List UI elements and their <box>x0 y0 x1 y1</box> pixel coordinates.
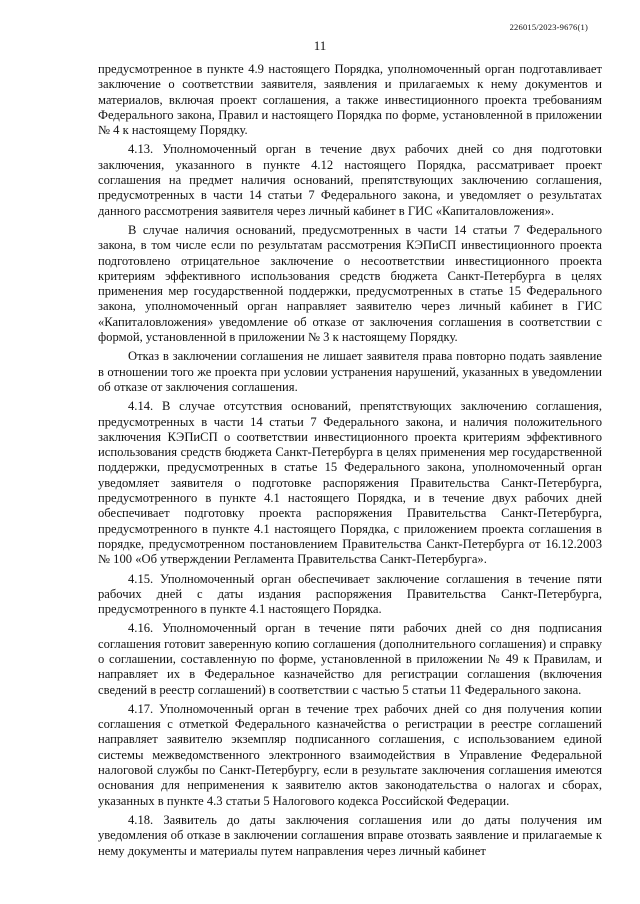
paragraph-4-17: 4.17. Уполномоченный орган в течение трех рабочих дней со дня получения копии соглашения с отметкой Федерального казначейства о регистрации в реестре соглашений направляет заявителю экземпляр подписанного соглашения, с использованием единой системы межведомственного электронного взаимодействия в Управление Федеральной налоговой службы по Санкт-Петербургу, если в результате заключения соглашения имеются основания для неприменения к заявителю актов законодательства о налогах и сборах, указанных в пункте 4.3 статьи 5 Налогового кодекса Российской Федерации. <box>98 701 602 808</box>
page-number: 11 <box>313 38 327 53</box>
paragraph-refusal-reapply: Отказ в заключении соглашения не лишает заявителя права повторно подать заявление в отношении того же проекта при условии устранения нарушений, указанных в уведомлении об отказе от заключения соглашения. <box>98 349 602 394</box>
paragraph-4-18: 4.18. Заявитель до даты заключения соглашения или до даты получения им уведомления об отказе в заключении соглашения вправе отозвать заявление и прилагаемые к нему документы и материалы путем направления через личный кабинет <box>98 812 602 858</box>
paragraph-4-16: 4.16. Уполномоченный орган в течение пяти рабочих дней со дня подписания соглашения готовит заверенную копию соглашения (дополнительного соглашения) и справку о соглашении, составленную по форме, установленной в приложении № 49 к Правилам, и направляет их в Федеральное казначейство для регистрации соглашения (включения сведений в реестр соглашений) в соответствии с частью 5 статьи 11 Федерального закона. <box>98 621 602 697</box>
document-body <box>98 62 602 863</box>
paragraph-continuation: предусмотренное в пункте 4.9 настоящего Порядка, уполномоченный орган подготавливает заключение о соответствии заявителя, заявления и прилагаемых к нему документов и материалов, включая проект соглашения, а также инвестиционного проекта требованиям Федерального закона, Правил и настоящего Порядка по форме, установленной в приложении № 4 к настоящему Порядку. <box>98 62 602 138</box>
document-number: 226015/2023-9676(1) <box>509 22 588 32</box>
paragraph-refusal-grounds: В случае наличия оснований, предусмотренных в части 14 статьи 7 Федерального закона, в том числе если по результатам рассмотрения КЭПиСП инвестиционного проекта подготовлено отрицательное заключение о несоответствии инвестиционного проекта критериям эффективного использования средств бюджета Санкт-Петербурга в целях применения мер государственной поддержки, предусмотренных в статье 15 Федерального закона, уполномоченный орган направляет заявителю через личный кабинет в ГИС «Капиталовложения» уведомление об отказе от заключения соглашения в соответствии с формой, установленной в приложении № 3 к настоящему Порядку. <box>98 222 602 345</box>
paragraph-4-14: 4.14. В случае отсутствия оснований, препятствующих заключению соглашения, предусмотренных в части 14 статьи 7 Федерального закона, и наличия положительного заключения КЭПиСП о соответствии инвестиционного проекта критериям эффективного использования средств бюджета Санкт-Петербурга в целях применения мер государственной поддержки, предусмотренных в статье 15 Федерального закона, уполномоченный орган уведомляет заявителя о подготовке распоряжения Правительства Санкт-Петербурга, предусмотренного в пункте 4.1 настоящего Порядка, и в течение двух рабочих дней обеспечивает подготовку проекта распоряжения Правительства Санкт-Петербурга, предусмотренного в пункте 4.1 настоящего Порядка, с приложением проекта соглашения в порядке, предусмотренном постановлением Правительства Санкт-Петербурга от 16.12.2003 № 100 «Об утверждении Регламента Правительства Санкт-Петербурга». <box>98 399 602 567</box>
paragraph-4-15: 4.15. Уполномоченный орган обеспечивает заключение соглашения в течение пяти рабочих дней с даты издания распоряжения Правительства Санкт-Петербурга, предусмотренного в пункте 4.1 настоящего Порядка. <box>98 571 602 617</box>
paragraph-4-13: 4.13. Уполномоченный орган в течение двух рабочих дней со дня подготовки заключения, указанного в пункте 4.12 настоящего Порядка, рассматривает проект соглашения на предмет наличия оснований, препятствующих заключению соглашения, предусмотренных в части 14 статьи 7 Федерального закона, и уведомляет о результатах данного рассмотрения заявителя через личный кабинет в ГИС «Капиталовложения». <box>98 142 602 218</box>
